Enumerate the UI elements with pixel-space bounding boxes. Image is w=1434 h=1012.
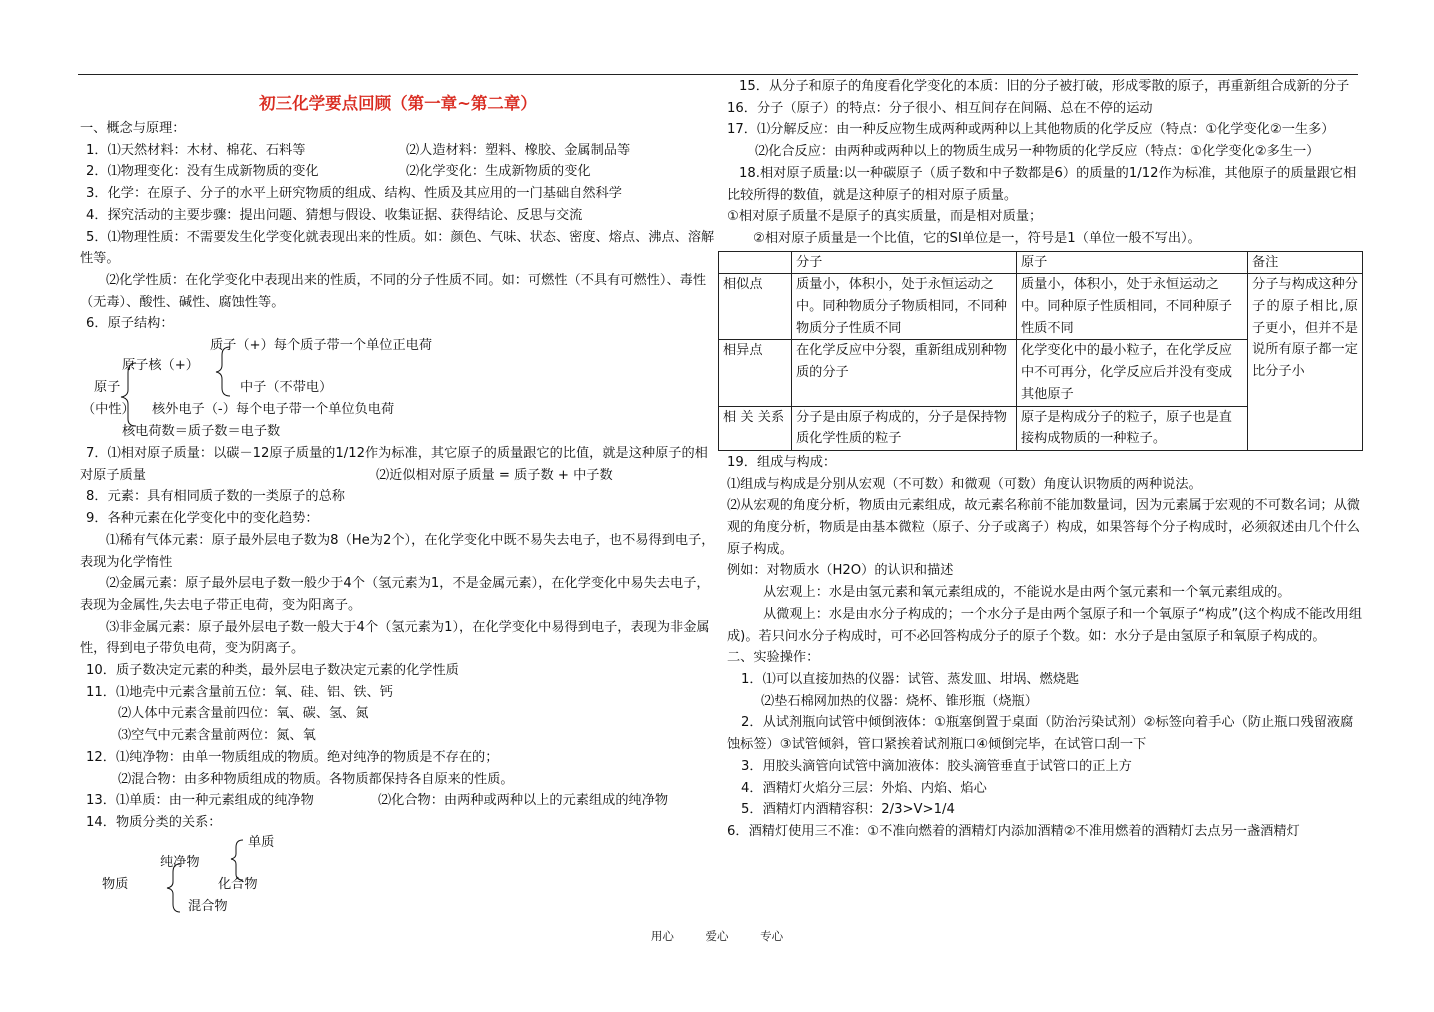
class-compound: 化合物: [218, 876, 258, 892]
example-micro: 从微观上：水是由水分子构成的；一个水分子是由两个氢原子和一个氧原子“构成”(这个构成不能改用组成)。若只问水分子构成时，可不必回答构成分子的原子个数。如：水分子是由氢原子和氧原子构成的。: [727, 606, 1363, 644]
item-7a: 7．⑴相对原子质量：以碳－12原子质量的1/12作为标准，其它原子的质量跟它的比值，就是这种原子的相对原子质量: [80, 446, 708, 483]
item-4: 4．探究活动的主要步骤：提出问题、猜想与假设、收集证据、获得结论、反思与交流: [86, 207, 583, 223]
footer-word: 用心: [650, 929, 674, 943]
footer-word: 专心: [760, 929, 784, 943]
exp-4: 4．酒精灯火焰分三层：外焰、内焰、焰心: [741, 780, 987, 796]
atom-equation: 核电荷数＝质子数＝电子数: [122, 424, 281, 440]
item-13: [80, 790, 716, 812]
item-9: 9．各种元素在化学变化中的变化趋势：: [86, 511, 319, 527]
right-column: [723, 76, 1363, 843]
exp-1a: 1．⑴可以直接加热的仪器：试管、蒸发皿、坩埚、燃烧匙: [741, 671, 1080, 687]
item-8: 8．元素：具有相同质子数的一类原子的总称: [86, 489, 345, 505]
section-heading-concepts: 一、概念与原理：: [80, 121, 186, 136]
table-cell-atom: 化学变化中的最小粒子，在化学反应中不可再分，化学反应后并没有变成其他原子: [1017, 340, 1248, 406]
item-11b: ⑵人体中元素含量前四位：氧、碳、氢、氮: [118, 706, 369, 722]
atom-neutron: 中子（不带电）: [240, 380, 333, 396]
item-9a: ⑴稀有气体元素：原子最外层电子数为8（He为2个），在化学变化中既不易失去电子，也不易得到电子，表现为化学惰性: [80, 532, 715, 570]
item-5a: 5．⑴物理性质：不需要发生化学变化就表现出来的性质。如：颜色、气味、状态、密度、熔点、沸点、溶解性等。: [80, 229, 715, 267]
class-matter: 物质: [102, 876, 129, 892]
table-header-cell: 分子: [792, 251, 1017, 274]
example-heading: 例如：对物质水（H2O）的认识和描述: [727, 563, 954, 579]
item-18a: ①相对原子质量不是原子的真实质量，而是相对质量；: [727, 209, 1043, 225]
class-pure: 纯净物: [160, 854, 200, 870]
footer-word: 爱心: [705, 929, 729, 943]
table-row-label: 相异点: [719, 340, 792, 406]
atom-label: 原子: [94, 380, 121, 396]
table-header-row: [719, 251, 1363, 274]
item-1: [80, 140, 716, 162]
item-19: 19．组成与构成：: [727, 454, 837, 470]
item-9b: ⑵金属元素：原子最外层电子数一般少于4个（氢元素为1，不是金属元素），在化学变化中易失去电子，表现为金属性,失去电子带正电荷，变为阳离子。: [80, 576, 710, 613]
item-14: 14．物质分类的关系：: [86, 815, 222, 830]
matter-classification-diagram: [80, 834, 716, 934]
item-18: 18.相对原子质量:以一种碳原子（质子数和中子数都是6）的质量的1/12作为标准，其他原子的质量跟它相比较所得的数值，就是这种原子的相对原子质量。: [727, 165, 1357, 203]
item-19b: ⑵从宏观的角度分析，物质由元素组成，故元素名称前不能加数量词，因为元素属于宏观的不可数名词；从微观的角度分析，物质是由基本微粒（原子、分子或离子）构成，如果答每个分子构成时，必须叙述由几个什么原子构成。: [727, 498, 1360, 557]
table-header-cell: 原子: [1017, 251, 1248, 274]
item-10: 10．质子数决定元素的种类，最外层电子数决定元素的化学性质: [86, 663, 459, 679]
item-1b: ⑵人造材料：塑料、橡胶、金属制品等: [406, 142, 631, 158]
item-6: 6．原子结构：: [86, 316, 174, 332]
item-5b: ⑵化学性质：在化学变化中表现出来的性质，不同的分子性质不同。如：可燃性（不具有可燃性）、毒性（无毒）、酸性、碱性、腐蚀性等。: [80, 272, 707, 310]
table-row: [719, 274, 1363, 340]
atom-electron: 核外电子（-）每个电子带一个单位负电荷: [152, 402, 395, 418]
table-cell-atom: 质量小，体积小，处于永恒运动之中。同种原子性质相同，不同种原子性质不同: [1017, 274, 1248, 340]
atom-structure-diagram: [80, 335, 716, 443]
header-rule: [78, 74, 1358, 75]
table-cell-atom: 原子是构成分子的粒子，原子也是直接构成物质的一种粒子。: [1017, 406, 1248, 450]
table-cell-molecule: 在化学反应中分裂，重新组成别种物质的分子: [792, 340, 1017, 406]
item-11a: 11．⑴地壳中元素含量前五位：氧、硅、铝、铁、钙: [86, 684, 393, 700]
atom-neutral: （中性）: [82, 402, 135, 418]
page-footer: [0, 928, 1434, 944]
table-row-label: 相 关 关系: [719, 406, 792, 450]
atom-nucleus: 原子核（+）: [122, 358, 199, 374]
left-column: [80, 76, 716, 934]
item-12b: ⑵混合物：由多种物质组成的物质。各物质都保持各自原来的性质。: [118, 771, 514, 787]
item-3: 3．化学：在原子、分子的水平上研究物质的组成、结构、性质及其应用的一门基础自然科学: [86, 186, 622, 202]
table-header-cell: [719, 251, 792, 274]
table-header-cell: 备注: [1248, 251, 1363, 274]
item-11c: ⑶空气中元素含量前两位：氮、氧: [118, 728, 316, 744]
item-2b: ⑵化学变化：生成新物质的变化: [406, 164, 591, 180]
item-13b: ⑵化合物：由两种或两种以上的元素组成的纯净物: [378, 793, 669, 809]
item-9c: ⑶非金属元素：原子最外层电子数一般大于4个（氢元素为1），在化学变化中易得到电子，表现为非金属性，得到电子带负电荷，变为阴离子。: [80, 619, 710, 657]
section-heading-experiments: 二、实验操作：: [727, 650, 820, 666]
exp-6: 6．酒精灯使用三不准：①不准向燃着的酒精灯内添加酒精②不准用燃着的酒精灯去点另一盏酒精灯: [727, 823, 1300, 839]
item-18b: ②相对原子质量是一个比值，它的SI单位是一，符号是1（单位一般不写出）。: [753, 230, 1201, 246]
exp-1b: ⑵垫石棉网加热的仪器：烧杯、锥形瓶（烧瓶）: [761, 693, 1038, 709]
item-2: [80, 161, 716, 183]
exp-3: 3．用胶头滴管向试管中滴加液体：胶头滴管垂直于试管口的正上方: [741, 758, 1132, 774]
item-16: 16．分子（原子）的特点：分子很小、相互间存在间隔、总在不停的运动: [727, 100, 1153, 116]
item-2a: 2．⑴物理变化：没有生成新物质的变化: [86, 164, 319, 180]
table-row-label: 相似点: [719, 274, 792, 340]
item-7b: ⑵近似相对原子质量 = 质子数 + 中子数: [376, 467, 613, 483]
table-cell-molecule: 质量小，体积小，处于永恒运动之中。同种物质分子物质相同，不同种物质分子性质不同: [792, 274, 1017, 340]
page-title: 初三化学要点回顾（第一章~第二章）: [259, 94, 537, 113]
item-17a: 17．⑴分解反应：由一种反应物生成两种或两种以上其他物质的化学反应（特点：①化学变化②一生多）: [727, 122, 1335, 138]
example-macro: 从宏观上：水是由氢元素和氧元素组成的，不能说水是由两个氢元素和一个氧元素组成的。: [763, 585, 1291, 601]
molecule-atom-comparison-table: [718, 251, 1363, 451]
item-19a: ⑴组成与构成是分别从宏观（不可数）和微观（可数）角度认识物质的两种说法。: [727, 476, 1202, 492]
class-mixture: 混合物: [188, 898, 228, 914]
item-13a: 13．⑴单质：由一种元素组成的纯净物: [86, 793, 314, 809]
class-element: 单质: [248, 834, 275, 850]
item-17b: ⑵化合反应：由两种或两种以上的物质生成另一种物质的化学反应（特点：①化学变化②多生一）: [755, 144, 1320, 160]
item-15: 15．从分子和原子的角度看化学变化的本质：旧的分子被打破，形成零散的原子，再重新组合成新的分子: [739, 79, 1350, 94]
atom-proton: 质子（+）每个质子带一个单位正电荷: [210, 338, 433, 354]
table-cell-molecule: 分子是由原子构成的，分子是保持物质化学性质的粒子: [792, 406, 1017, 450]
item-1a: 1．⑴天然材料：木材、棉花、石料等: [86, 142, 306, 158]
table-cell-note: 分子与构成这种分子的原子相比,原子更小，但并不是说所有原子都一定比分子小: [1248, 274, 1363, 451]
exp-5: 5．酒精灯内酒精容积：2/3>V>1/4: [741, 802, 955, 818]
item-12a: 12．⑴纯净物：由单一物质组成的物质。绝对纯净的物质是不存在的；: [86, 749, 499, 765]
exp-2: 2．从试剂瓶向试管中倾倒液体：①瓶塞倒置于桌面（防治污染试剂）②标签向着手心（防止瓶口残留液腐蚀标签）③试管倾斜，管口紧挨着试剂瓶口④倾倒完毕，在试管口刮一下: [727, 715, 1354, 753]
